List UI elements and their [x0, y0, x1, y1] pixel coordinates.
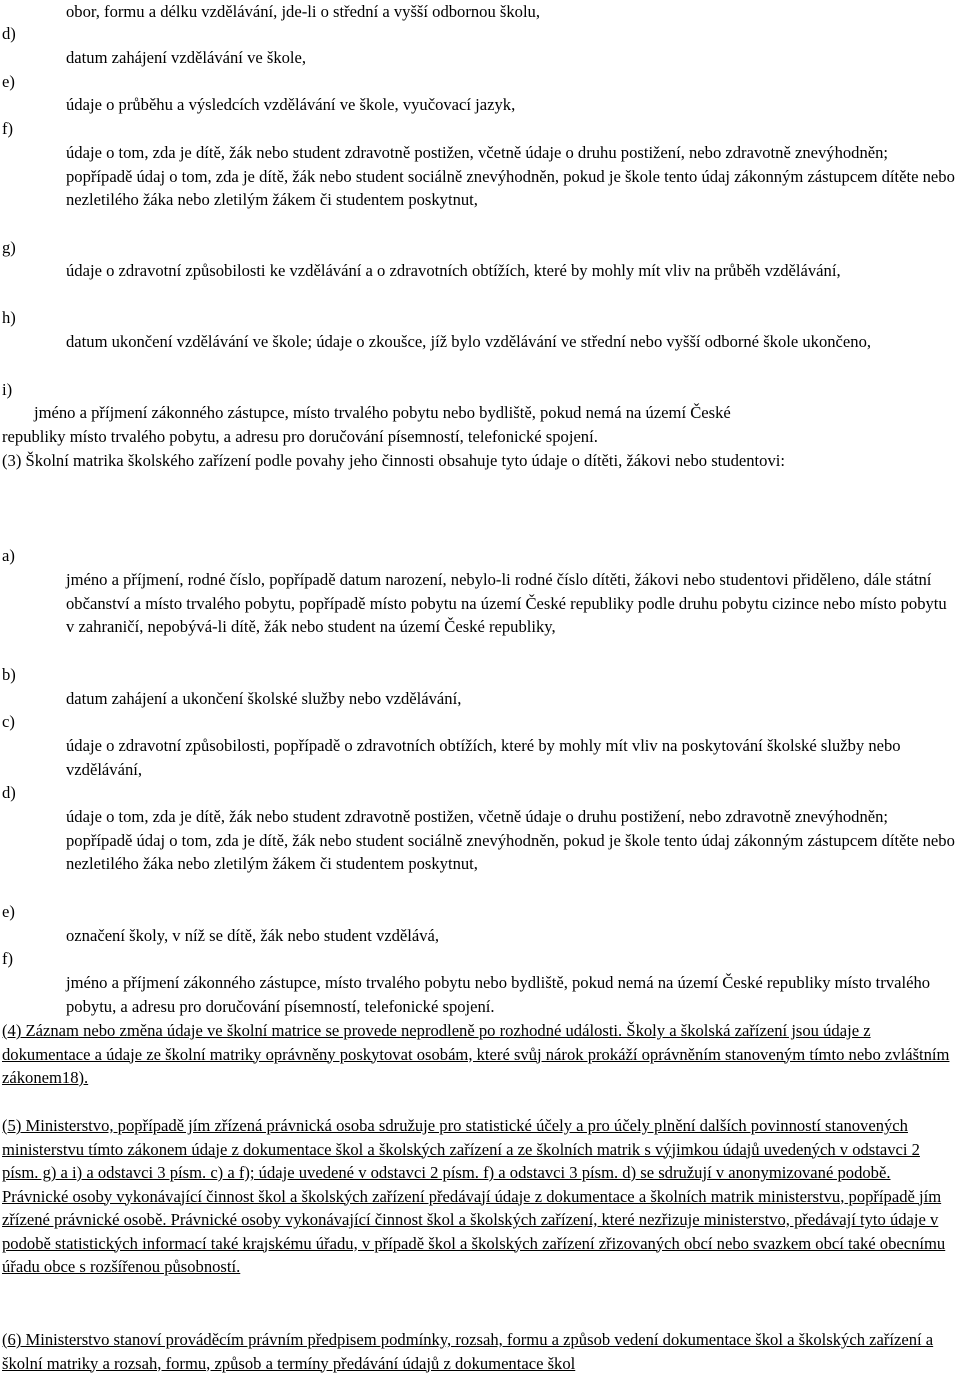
list-item-text: datum ukončení vzdělávání ve škole; údaje o zkoušce, jíž bylo vzdělávání ve střední nebo vyšší odborné škole ukončeno,: [66, 332, 872, 351]
paragraph-3: (3) Školní matrika školského zařízení podle povahy jeho činnosti obsahuje tyto údaje o dítěti, žákovi nebo studentovi:: [2, 451, 785, 470]
list-marker: a): [2, 546, 15, 565]
list-item-text: datum zahájení vzdělávání ve škole,: [66, 48, 307, 67]
list-item-text: označení školy, v níž se dítě, žák nebo student vzdělává,: [66, 926, 440, 945]
list-marker: d): [2, 24, 16, 43]
paragraph-4: (4) Záznam nebo změna údaje ve školní matrice se provede neprodleně po rozhodné události. Školy a školská zařízení jsou údaje z dokumentace a údaje ze školní matriky oprávněny poskytovat osobám, které svůj nárok prokáží oprávněním stanoveným tímto nebo zvláštním zákonem18).: [2, 1021, 950, 1087]
list-item-text: jméno a příjmení, rodné číslo, popřípadě datum narození, nebylo-li rodné číslo dítěti, žákovi nebo studentovi přiděleno, dále státní občanství a místo trvalého pobytu, popřípadě místo pobytu na území České republiky podle druhu pobytu cizince nebo místo pobytu v zahraničí, nepobývá-li dítě, žák nebo student na území České republiky,: [66, 570, 947, 636]
list-marker: f): [2, 119, 14, 138]
list-item-text: obor, formu a délku vzdělávání, jde-li o střední a vyšší odbornou školu,: [66, 2, 541, 21]
list-marker: i): [2, 380, 13, 399]
list-item-text: jméno a příjmení zákonného zástupce, místo trvalého pobytu nebo bydliště, pokud nemá na území České: [34, 403, 731, 422]
list-marker: c): [2, 712, 15, 731]
list-item-text: údaje o průběhu a výsledcích vzdělávání ve škole, vyučovací jazyk,: [66, 95, 516, 114]
list-marker: d): [2, 783, 16, 802]
paragraph-6: (6) Ministerstvo stanoví prováděcím právním předpisem podmínky, rozsah, formu a způsob vedení dokumentace škol a školských zařízení a školní matriky a rozsah, formu, způsob a termíny předávání údajů z dokumentace škol: [2, 1330, 934, 1373]
list-item-text: republiky místo trvalého pobytu, a adresu pro doručování písemností, telefonické spojení.: [2, 427, 598, 446]
list-marker: h): [2, 308, 16, 327]
list-item-text: datum zahájení a ukončení školské služby nebo vzdělávání,: [66, 689, 462, 708]
list-item-text: údaje o tom, zda je dítě, žák nebo student zdravotně postižen, včetně údaje o druhu postižení, nebo zdravotně znevýhodněn; popřípadě údaj o tom, zda je dítě, žák nebo student sociálně znevýhodněn, pokud je škole tento údaj zákonným zástupcem dítěte nebo nezletilého žáka nebo zletilým žákem či studentem poskytnut,: [66, 143, 955, 209]
list-item-text: údaje o zdravotní způsobilosti ke vzdělávání a o zdravotních obtížích, které by mohly mít vliv na průběh vzdělávání,: [66, 261, 841, 280]
list-item-text: údaje o zdravotní způsobilosti, popřípadě o zdravotních obtížích, které by mohly mít vliv na poskytování školské služby nebo vzdělávání,: [66, 736, 901, 779]
list-item-text: údaje o tom, zda je dítě, žák nebo student zdravotně postižen, včetně údaje o druhu postižení, nebo zdravotně znevýhodněn; popřípadě údaj o tom, zda je dítě, žák nebo student sociálně znevýhodněn, pokud je škole tento údaj zákonným zástupcem dítěte nebo nezletilého žáka nebo zletilým žákem či studentem poskytnut,: [66, 807, 955, 873]
list-marker: b): [2, 665, 16, 684]
paragraph-5: (5) Ministerstvo, popřípadě jím zřízená právnická osoba sdružuje pro statistické účely a pro účely plnění dalších povinností stanovených ministerstvu tímto zákonem údaje z dokumentace škol a školských zařízení a ze školních matrik s výjimkou údajů uvedených v odstavci 2 písm. g) a i) a odstavci 3 písm. c) a f); údaje uvedené v odstavci 2 písm. f) a odstavci 3 písm. d) se sdružují v anonymizované podobě. Právnické osoby vykonávající činnost škol a školských zařízení předávají údaje z dokumentace a školních matrik ministerstvu, popřípadě jím zřízené právnické osobě. Právnické osoby vykonávající činnost škol a školských zařízení, které nezřizuje ministerstvo, předávají tyto údaje v podobě statistických informací také krajskému úřadu, v případě škol a školských zařízení zřizovaných obcí nebo svazkem obcí také obecnímu úřadu obce s rozšířenou působností.: [2, 1116, 946, 1276]
list-marker: e): [2, 72, 15, 91]
list-marker: g): [2, 238, 16, 257]
list-item-text: jméno a příjmení zákonného zástupce, místo trvalého pobytu nebo bydliště, pokud nemá na území České republiky místo trvalého pobytu, a adresu pro doručování písemností, telefonické spojení.: [66, 973, 931, 1016]
list-marker: f): [2, 949, 14, 968]
list-marker: e): [2, 902, 15, 921]
